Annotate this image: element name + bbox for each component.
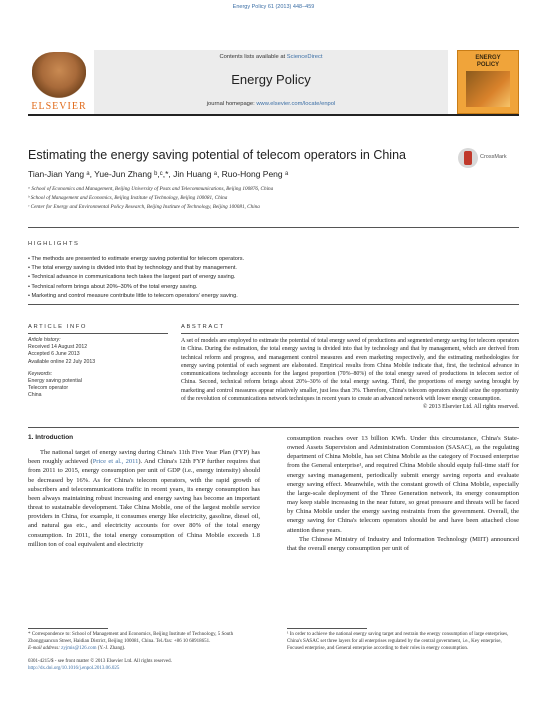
contents-line <box>94 54 448 60</box>
crossmark-icon <box>458 148 478 168</box>
footnote-divider <box>28 628 108 629</box>
journal-banner <box>94 50 448 114</box>
history-online: Available online 22 July 2013 <box>28 358 96 365</box>
journal-homepage <box>94 101 448 107</box>
issn-line: 0301-4215/$ - see front matter © 2013 Elsevier Ltd. All rights reserved. <box>28 658 172 664</box>
affiliation-a: ᵃ School of Economics and Management, Beijing University of Posts and Telecommunications, Beijing 100876, China <box>28 186 274 192</box>
intro-paragraph-continued: consumption reaches over 13 billion KWh. Under this circumstance, China's State-owned Assets Supervision and Administration Commission (SASAC), as the regulating department of China Mobile, has set China Mobile as the category of Focused enterprise from the General enterprise¹, and required China Mobile should equip full-time staff for energy saving management, periodically submit energy saving reports and evaluate energy saving effect. Meanwhile, with the constant growth of China Mobile, especially the large-scale deployment of the Three Generation network, its energy consumption may keep stable increasing in the near future, so great pressure and threats will be faced by China Mobile under the energy saving restraints from the government. Overall, the energy saving for China's telecom operators should be and have been attached close attention these years. <box>287 435 519 534</box>
email-link[interactable]: zyjmis@126.com <box>61 646 97 652</box>
abstract-copyright: © 2013 Elsevier Ltd. All rights reserved. <box>422 404 519 411</box>
homepage-prefix: journal homepage: <box>206 101 257 107</box>
cover-title <box>458 55 518 69</box>
keyword: Energy saving potential <box>28 378 82 385</box>
correspondence-text: * Correspondence to: School of Management and Economics, Beijing Institute of Technology, 5 South Zhongguancun Street, Haidian District, Beijing 100081, China. Tel./fax: +86 10 68918651. <box>28 632 234 645</box>
journal-citation[interactable] <box>0 4 547 10</box>
doi-link[interactable]: http://dx.doi.org/10.1016/j.enpol.2013.06.025 <box>28 665 120 671</box>
highlight-item: • Technical advance in communications tech takes the largest part of energy saving. <box>28 274 236 281</box>
highlights-heading: HIGHLIGHTS <box>28 241 80 247</box>
elsevier-tree-icon <box>32 52 86 98</box>
journal-cover-thumbnail[interactable] <box>457 50 519 114</box>
divider <box>28 333 168 334</box>
email-line <box>28 645 260 652</box>
divider <box>28 227 519 228</box>
reference-link[interactable]: Price et al., 2011 <box>92 458 139 466</box>
sciencedirect-link[interactable]: ScienceDirect <box>286 54 323 60</box>
elsevier-wordmark: ELSEVIER <box>31 101 87 112</box>
email-suffix: (Y.-J. Zhang). <box>96 646 126 652</box>
abstract-heading: ABSTRACT <box>181 324 225 330</box>
article-info <box>28 337 168 400</box>
corresponding-footnote <box>28 631 260 672</box>
journal-title: Energy Policy <box>231 72 311 87</box>
contents-prefix: Contents lists available at <box>219 54 287 60</box>
introduction-heading: 1. Introduction <box>28 434 74 441</box>
highlight-item: • Technical reform brings about 20%–30% of the total energy saving. <box>28 283 198 290</box>
highlight-item: • Marketing and control measure contribute little to telecom operators' energy saving. <box>28 292 238 299</box>
journal-header <box>28 50 519 116</box>
crossmark-button[interactable] <box>458 148 518 170</box>
crossmark-label: CrossMark <box>480 154 507 160</box>
intro-paragraph-2: The Chinese Ministry of Industry and Information Technology (MIIT) announced that the overall energy consumption per unit of <box>287 535 519 552</box>
divider <box>28 427 519 428</box>
intro-paragraph-1 <box>28 448 260 549</box>
article-title: Estimating the energy saving potential of telecom operators in China <box>28 148 406 162</box>
history-label: Article history: <box>28 337 61 343</box>
highlights-list <box>28 255 519 301</box>
homepage-link[interactable]: www.elsevier.com/locate/enpol <box>256 101 336 107</box>
elsevier-logo[interactable] <box>28 50 90 114</box>
cover-image <box>466 71 510 107</box>
history-received: Received 14 August 2012 <box>28 344 88 351</box>
footnote-divider <box>287 628 367 629</box>
email-label: E-mail address: <box>28 646 62 652</box>
highlight-item: • The methods are presented to estimate energy saving potential for telecom operators. <box>28 256 245 262</box>
divider <box>181 333 519 334</box>
abstract-body <box>181 337 519 412</box>
keyword: China <box>28 392 42 399</box>
intro-text-b: ). And China's 12th FYP further requires that from 2011 to 2015, energy consumption per unit of GDP (i.e., energy intensity) should be decreased by 16%. As for China's telecom operators, with the rapid growth of subscribers and telecommunications traffic in recent years, its energy consumption has been always maintaining robust increasing and energy saving has become an important threat to sustainable development. Take China Mobile, one of the largest mobile service providers in China, for example, it consumes energy like electricity, gasoline, diesel oil, and natural gas etc., and electricity accounts for over 80% of the total energy consumption. In 2011, the total energy consumption of China Mobile exceeds 1.8 million ton of coal equivalent and electricity <box>28 458 260 548</box>
citation-text[interactable]: Energy Policy 61 (2013) 448–459 <box>232 4 315 10</box>
cover-title-line2: POLICY <box>476 62 500 68</box>
affiliation-c: ᶜ Center for Energy and Environmental Policy Research, Beijing Institute of Technology, Beijing 100081, China <box>28 204 260 210</box>
keyword: Telecom operator <box>28 385 69 392</box>
footnote-1: ¹ In order to achieve the national energy saving target and restrain the energy consumption of large enterprises, China's SASAC set three layers for all enterprises regulated by the central government, i.e., Key enterprise, Focused enterprise, and General enterprise according to their roles in energy consumption. <box>287 632 509 652</box>
keywords-label: Keywords: <box>28 370 53 377</box>
affiliation-b: ᵇ School of Management and Economics, Beijing Institute of Technology, Beijing 100081, China <box>28 195 228 201</box>
history-accepted: Accepted 6 June 2013 <box>28 351 80 358</box>
affiliations <box>28 185 519 212</box>
cover-title-line1: ENERGY <box>475 55 501 61</box>
author-list: Tian-Jian Yang ᵃ, Yue-Jun Zhang ᵇ,ᶜ,*, Jin Huang ᵃ, Ruo-Hong Peng ᵃ <box>28 169 289 179</box>
right-column <box>287 434 519 553</box>
article-info-heading: ARTICLE INFO <box>28 324 88 330</box>
divider <box>28 304 519 305</box>
abstract-text: A set of models are employed to estimate the potential of total energy saved of productions and segmented energy saving for telecom operators in China. During the estimation, the total energy saving is divided into that by technology and that by management, which are derived from technical reform and progress, and management control measures and even marketing respectively, and the estimating methodologies for energy saving potential of each segment are elaborated. Empirical results from China Mobile indicate that, first, the technical advance in communications technology accounts for the largest proportion (70%–80%) of the total energy saved of productions in telecom sector of China. Second, technical reform brings about 20%–30% of the total energy saving. Third, the proportions of energy saving brought by marketing and control measures appear relatively smaller, just less than 3%. Therefore, China's telecom operators should seize the opportunity of the revolution of communications network techniques in recent years to create an advanced network with lower energy consumption. <box>181 338 519 403</box>
left-column <box>28 433 260 549</box>
highlight-item: • The total energy saving is divided into that by technology and that by management. <box>28 265 237 272</box>
intro-text-a: The national target of energy saving during China's 11th Five Year Plan (FYP) has been roughly achieved ( <box>28 449 260 466</box>
